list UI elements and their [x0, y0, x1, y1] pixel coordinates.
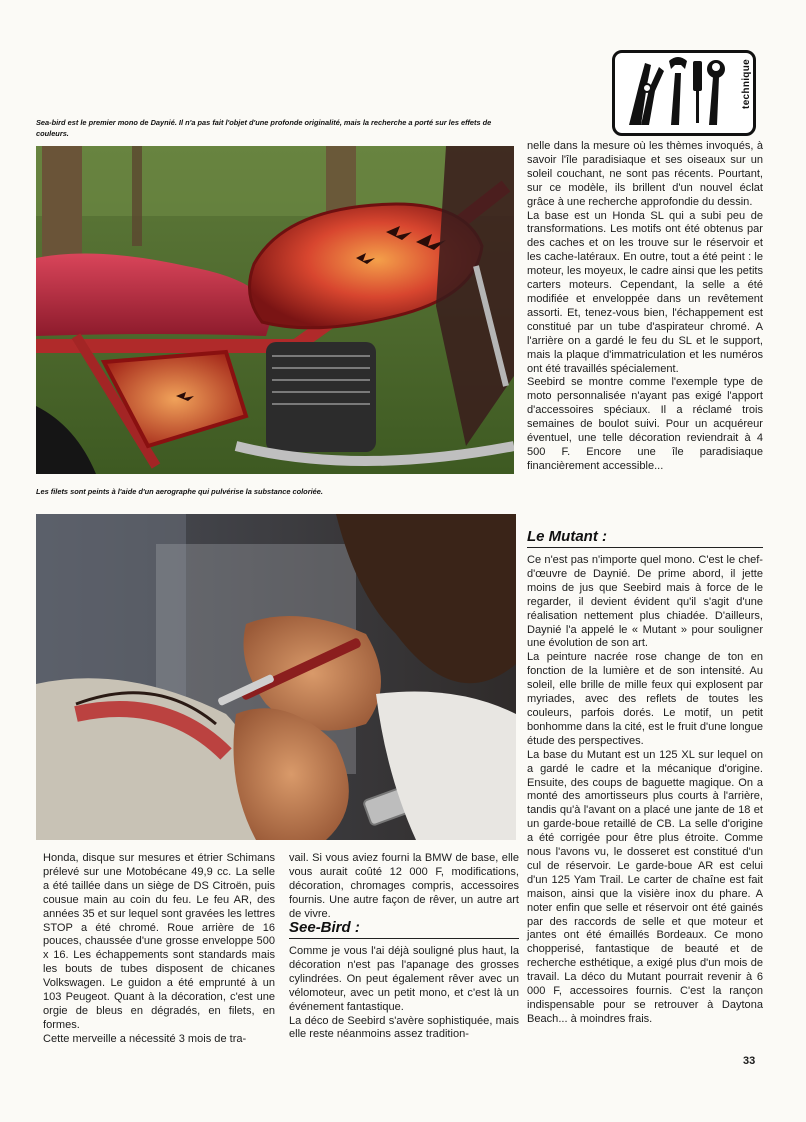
caption-middle: Les filets sont peints à l'aide d'un aerographe qui pulvérise la substance coloriée.: [36, 487, 323, 496]
photo-seabird-motorcycle: [36, 146, 514, 474]
article-text-right-top: nelle dans la mesure où les thèmes invoqués, à savoir l'île paradisiaque et ses oiseaux sur un soleil couchant, ne sont pas récents. Pourtant, sur ce modèle, ils brillent d'un nouvel éclat grâce à une recherche approfondie du dessin. La base est un Honda SL qui a subi peu de transformations. Les motifs ont été obtenus par des caches et on les trouve sur le réservoir et les cache-latéraux. En outre, tout a été peint : le moteur, les moyeux, le cadre ainsi que les petits carters moteurs. Cependant, la selle a été modifiée et enveloppée dans un revêtement assorti. Et, tenez-vous bien, l'échappement est constitué par un tube d'aspirateur chromé. A l'arrière on a gardé le feu du SL et le support, mais la plaque d'immatriculation et les numéros ont été travaillés spécialement. Seebird se montre comme l'exemple type de moto personnalisée n'ayant pas exigé l'apport d'accessoires spéciaux. Il a réclamé trois semaines de boulot suivi. Pour un acquéreur éventuel, une telle décoration reviendrait à 4 500 F. Encore une île paradisiaque financièrement accessible...: [527, 140, 763, 472]
article-text-bottom-left: Honda, disque sur mesures et étrier Schimans prélevé sur une Motobécane 49,9 cc. La selle a été taillée dans un siège de DS Citroën, puis cousue main au coin du feu. Le feu AR, des années 35 et sur lequel sont gravées les lettres STOP a été chromé. Roue arrière de 16 pouces, chaussée d'une grosse enveloppe 500 x 16. Les échappements sont standards mais les bouts de tubes disposent de chicanes Volkswagen. Le guidon a été emprunté à un 103 Peugeot. Quant à la décoration, c'est une orgie de bleus en dégradés, en filets, en formes. Cette merveille a nécessité 3 mois de tra-: [43, 852, 275, 1045]
article-text-mutant: Ce n'est pas n'importe quel mono. C'est le chef-d'œuvre de Daynié. De prime abord, il jette moins de jus que Seebird mais à force de le regarder, il devient évident qu'il s'agit d'une réalisation nettement plus chiadée. D'ailleurs, Daynié l'a appelé le « Mutant » pour souligner une évolution de son art. La peinture nacrée rose change de ton en fonction de la lumière et de son intensité. Au soleil, elle brille de mille feux qui explosent par myriades, avec des reflets de toutes les couleurs, parfois dorés. Le motif, un petit bonhomme dans la cité, est le fruit d'une longue étude des perspectives. La base du Mutant est un 125 XL sur lequel on a gardé le cadre et la mécanique d'origine. Ensuite, des coups de baguette magique. On a monté des amortisseurs plus courts à l'arrière, tandis qu'à l'avant on a placé une jante de 18 et un garde-boue retaillé de CB. La selle d'origine a été corrigée pour être plus étroite. Comme nous l'avons vu, le dosseret est constitué d'un cul de réservoir. Le garde-boue AR est celui d'un 125 Yam Trail. Le carter de chaîne est fait maison, ainsi que la visière inox du phare. A noter enfin que selle et réservoir ont été gainés par des raccords de selle et que moteur et jantes ont été émaillés Bordeaux. Ce mono chopperisé, fantastique de beauté et de recherche esthétique, a exigé plus d'un mois de travail. La déco du Mutant pourrait revenir à 6 000 F, accessoires fournis. C'est la rançon indispensable pour se retrouver à Daytona Beach... à moindres frais.: [527, 554, 763, 1025]
tools-icon: [619, 55, 727, 129]
article-text-bottom-middle: vail. Si vous aviez fourni la BMW de base, elle vous aurait coûté 12 000 F, modifications, décoration, chromages compris, accessoires fournis. Une autre façon de rêver, un autre art de vivre.: [289, 852, 519, 920]
caption-top: Sea-bird est le premier mono de Daynié. Il n'a pas fait l'objet d'une profonde originalité, mais la recherche a porté sur les effets de couleurs.: [36, 118, 492, 138]
photo-airbrush: [36, 514, 516, 840]
technique-badge: [612, 50, 756, 136]
heading-le-mutant: Le Mutant :: [527, 528, 763, 548]
heading-see-bird: See-Bird :: [289, 919, 519, 939]
page-number: 33: [743, 1055, 756, 1067]
article-text-see-bird: Comme je vous l'ai déjà souligné plus haut, la décoration n'est pas l'apanage des grosses cylindrées. On peut également rêver avec un vélomoteur, avec un petit mono, et c'est là un événement fantastique. La déco de Seebird s'avère sophistiquée, mais elle reste néanmoins assez tradition-: [289, 945, 519, 1041]
badge-label: technique: [741, 59, 752, 109]
